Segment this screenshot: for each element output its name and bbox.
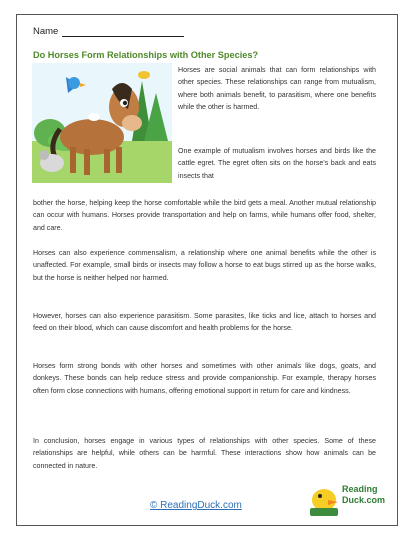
name-field-line[interactable]: [62, 27, 184, 37]
logo-text-reading: Reading: [342, 484, 378, 494]
paragraph-commensalism: Horses can also experience commensalism, a relationship where one animal benefits while the other is unaffected. For example, small birds or insects may follow a horse to eat bugs stirred up as the horse walks, but the horse is neither helped nor harmed.: [33, 249, 376, 282]
footer-link[interactable]: © ReadingDuck.com: [150, 500, 242, 511]
page-title: Do Horses Form Relationships with Other Species?: [33, 50, 259, 60]
paragraph-mutualism-cont: bother the horse, helping keep the horse comfortable while the bird gets a meal. Another mutual relationship can occur with humans. Horses provide transportation and help on farms, while humans offer food, shelter, and care.: [33, 199, 376, 232]
logo-text-duck: Duck.com: [342, 495, 386, 505]
name-row: [33, 26, 184, 37]
name-label: Name: [33, 26, 59, 37]
paragraph-mutualism-start: One example of mutualism involves horses and birds like the cattle egret. The egret often sits on the horse's back and eats insects that: [178, 147, 376, 180]
paragraph-intro: Horses are social animals that can form relationships with other species. These relationships can range from mutualism, where both animals benefit, to parasitism, where one benefits while the other is harmed.: [178, 66, 376, 112]
paragraph-conclusion: In conclusion, horses engage in various types of relationships with other species. Some of these relationships are helpful, while others can be harmful. These interactions show how animals can be connected in nature.: [33, 437, 376, 470]
paragraph-parasitism: However, horses can also experience parasitism. Some parasites, like ticks and lice, attach to horses and feed on their blood, which can cause discomfort and health problems for the horse.: [33, 312, 376, 333]
horse-illustration: [32, 63, 172, 183]
paragraph-bonds: Horses form strong bonds with other horses and sometimes with other animals like dogs, goats, and donkeys. These bonds can help reduce stress and provide companionship. For example, therapy horses often form close connections with humans, offering emotional support in return for care and kindness.: [33, 362, 376, 395]
